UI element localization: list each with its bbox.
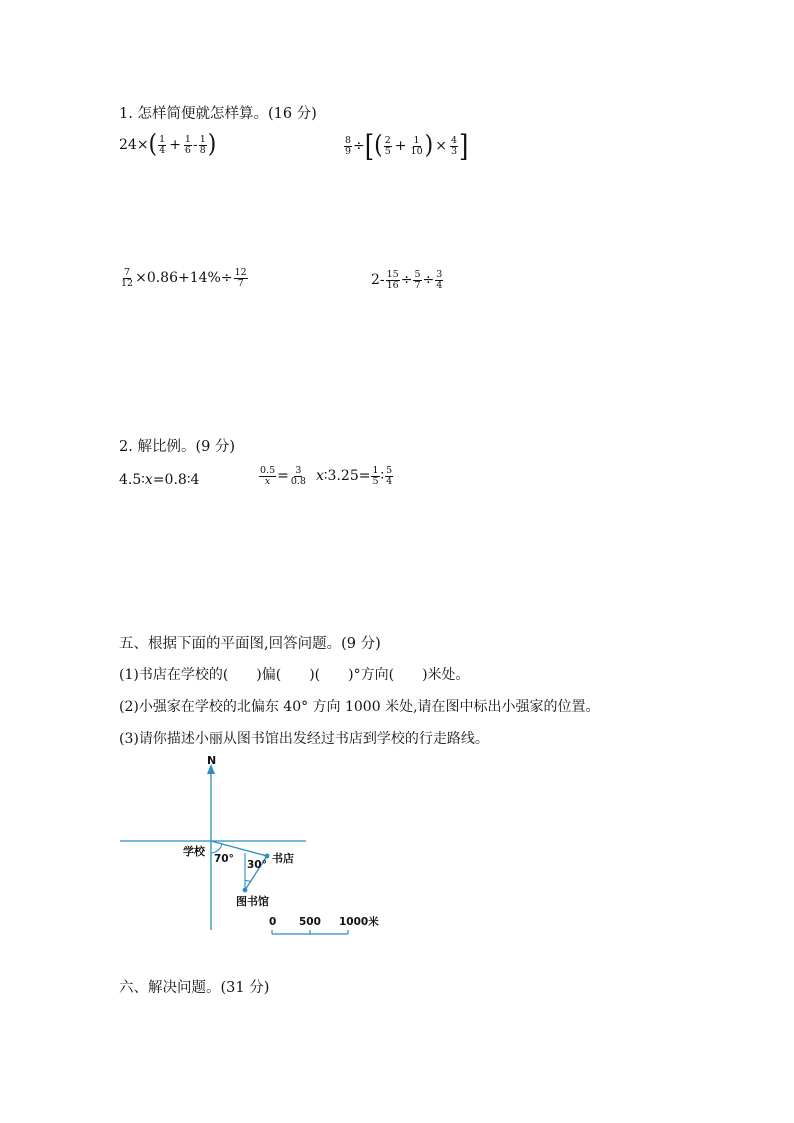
fraction: $\frac{12}{7}$ — [234, 267, 247, 289]
fraction: $\frac{15}{16}$ — [386, 269, 399, 291]
eq3-left: ∶3.25= — [323, 468, 371, 485]
library-point — [243, 888, 248, 893]
north-label: N — [207, 754, 217, 767]
fraction: $\frac{4}{3}$ — [450, 134, 457, 157]
section1-heading: 1. 怎样简便就怎样算。(16 分) — [119, 106, 317, 122]
fraction: $\frac{0.5}{x}$ — [260, 465, 276, 487]
right-paren: ) — [207, 130, 217, 159]
angle-label-30: 30° — [247, 859, 267, 871]
expression-2 — [343, 128, 469, 164]
operator: + — [394, 138, 407, 154]
question-3: (3)请你描述小丽从图书馆出发经过书店到学校的行走路线。 — [119, 731, 489, 747]
question-2: (2)小强家在学校的北偏东 40° 方向 1000 米处,请在图中标出小强家的位置。 — [119, 699, 600, 715]
left-bracket: [ — [364, 128, 375, 164]
eq1-right: =0.8∶4 — [152, 472, 200, 488]
fraction: $\frac{3}{4}$ — [436, 269, 443, 291]
operator: - — [192, 137, 198, 153]
expression-4 — [371, 270, 444, 291]
question-1: (1)书店在学校的( )偏( )( )°方向( )米处。 — [119, 667, 470, 683]
unknown-x: x — [316, 468, 324, 485]
unknown-x: x — [144, 472, 153, 488]
direction-map — [110, 750, 400, 940]
operator: ÷ — [422, 272, 435, 289]
expr1-prefix: 24× — [119, 137, 149, 153]
ratio-colon: ∶ — [380, 468, 385, 485]
operator: ÷ — [400, 272, 413, 289]
fraction: $\frac{1}{6}$ — [184, 133, 191, 156]
expr3-middle: ×0.86+14%÷ — [135, 270, 233, 287]
school-label: 学校 — [183, 845, 205, 858]
fraction: $\frac{2}{5}$ — [384, 134, 391, 157]
fraction: $\frac{1}{5}$ — [372, 465, 379, 487]
operator: × — [435, 138, 447, 154]
expr4-prefix: 2- — [371, 272, 385, 289]
fraction: $\frac{1}{8}$ — [199, 133, 206, 156]
bookstore-label: 书店 — [272, 852, 294, 865]
fraction: $\frac{1}{4}$ — [159, 133, 166, 156]
angle-arc-library — [245, 880, 251, 881]
section2-heading: 2. 解比例。(9 分) — [119, 439, 236, 455]
fraction: $\frac{5}{4}$ — [386, 465, 393, 487]
proportion-2 — [258, 466, 308, 487]
scale-label-1000: 1000米 — [339, 916, 379, 928]
proportion-1 — [119, 472, 199, 488]
scale-label-0: 0 — [269, 916, 277, 928]
proportion-3 — [316, 466, 394, 487]
equals: = — [277, 468, 289, 485]
expression-1 — [119, 130, 217, 159]
fraction: $\frac{8}{9}$ — [345, 134, 352, 157]
operator: ÷ — [353, 138, 365, 154]
fraction: $\frac{1}{10}$ — [410, 134, 423, 157]
left-paren: ( — [148, 130, 158, 159]
eq1-left: 4.5∶ — [119, 472, 145, 488]
section5-heading: 五、根据下面的平面图,回答问题。(9 分) — [119, 636, 381, 652]
right-bracket: ] — [459, 128, 469, 164]
operator: + — [169, 137, 181, 153]
fraction: $\frac{7}{12}$ — [121, 267, 134, 289]
section6-heading: 六、解决问题。(31 分) — [119, 980, 270, 996]
fraction: $\frac{5}{7}$ — [414, 269, 421, 291]
bookstore-point — [265, 854, 270, 859]
expression-3 — [119, 268, 249, 289]
left-paren: ( — [374, 131, 383, 160]
scale-label-500: 500 — [299, 916, 321, 928]
angle-label-70: 70° — [214, 853, 234, 865]
library-label: 图书馆 — [236, 895, 269, 908]
angle-arc-school — [211, 844, 222, 853]
right-paren: ) — [424, 131, 434, 160]
fraction: $\frac{3}{0.8}$ — [290, 465, 306, 487]
